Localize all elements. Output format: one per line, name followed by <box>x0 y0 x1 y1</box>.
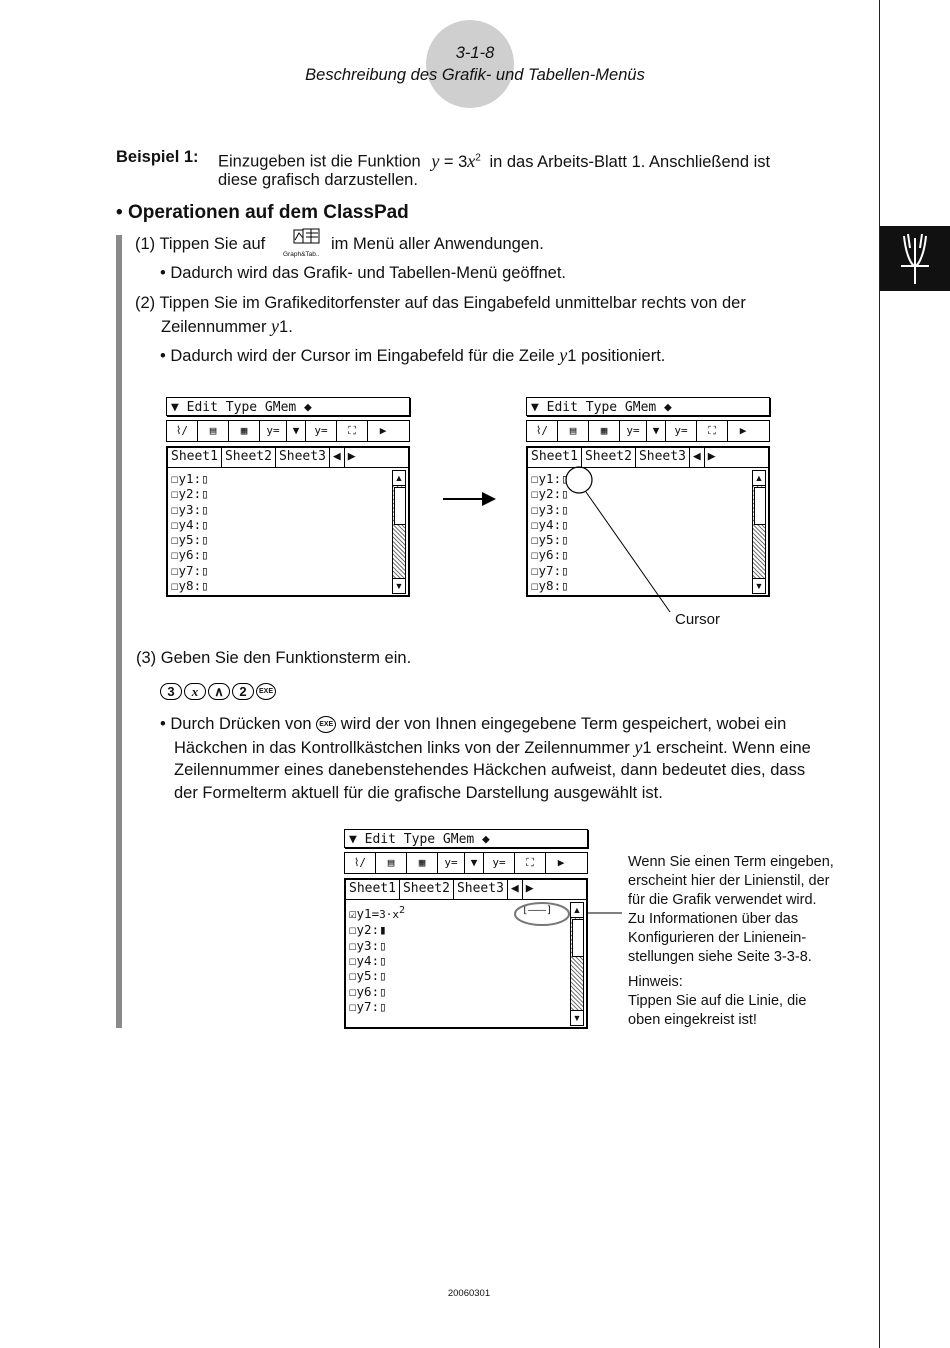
key-3: 3 <box>160 683 182 700</box>
function-rows <box>349 903 405 1014</box>
tab-sheet1[interactable]: Sheet1 <box>168 448 222 467</box>
tab-next-icon[interactable]: ▶ <box>525 881 534 896</box>
dropdown-icon[interactable]: ▼ <box>647 421 666 441</box>
graph-chapter-icon <box>880 226 950 291</box>
row-y5[interactable]: ☐y5:▯ <box>171 532 209 548</box>
graph-tool-icon[interactable]: ⌇∕ <box>167 421 198 441</box>
step-3-bullet-line2: Häckchen in das Kontrollkästchen links von der Zeilennummer y1 erscheint. Wenn eine <box>174 737 811 757</box>
yeq-tool[interactable]: y= <box>438 853 465 873</box>
tab-prev-icon[interactable]: ◀ <box>330 448 345 467</box>
line-style-callout <box>512 900 624 930</box>
summary-tool-icon[interactable]: ▦ <box>589 421 620 441</box>
row-y8[interactable]: ☐y8:▯ <box>171 578 209 594</box>
graph-tool-icon[interactable]: ⌇∕ <box>527 421 558 441</box>
row-y3[interactable]: ☐y3:▯ <box>349 937 387 953</box>
example-text-before: Einzugeben ist die Funktion <box>218 152 421 171</box>
scrollbar[interactable] <box>752 470 766 594</box>
key-exe: EXE <box>256 683 276 700</box>
step-3-text: Geben Sie den Funktionsterm ein. <box>160 649 412 667</box>
table-tool-icon[interactable]: ▤ <box>198 421 229 441</box>
step-3 <box>136 647 411 670</box>
exe-key-icon: EXE <box>316 716 336 733</box>
scroll-down-icon[interactable]: ▼ <box>753 578 765 593</box>
type-tool-icon[interactable]: y= <box>306 421 337 441</box>
app-icon-label: Graph&Tab.. <box>283 251 320 258</box>
menu-bar: ▼ Edit Type GMem ◆ <box>526 397 770 416</box>
dropdown-icon[interactable]: ▼ <box>287 421 306 441</box>
row-y2[interactable]: ☐y2:▯ <box>531 486 569 502</box>
tab-sheet3[interactable]: Sheet3 <box>276 448 330 467</box>
scroll-down-icon[interactable]: ▼ <box>393 578 405 593</box>
line-style-indicator[interactable]: [———] <box>522 905 553 916</box>
page-title: Beschreibung des Grafik- und Tabellen-Menüs <box>305 66 645 84</box>
dropdown-icon[interactable]: ▼ <box>465 853 484 873</box>
tab-prev-icon[interactable]: ◀ <box>508 880 523 899</box>
zoom-tool-icon[interactable]: ⛶ <box>337 421 368 441</box>
step-1-text: Tippen Sie auf <box>159 235 266 253</box>
example-label: Beispiel 1: <box>116 148 199 166</box>
example-formula: $y = 3x^2$ <box>431 150 481 171</box>
step-2-line1: Tippen Sie im Grafikeditorfenster auf das Eingabefeld unmittelbar rechts von der <box>159 294 746 312</box>
step-3-bullet-line4: der Formelterm aktuell für die grafische Darstellung ausgewählt ist. <box>174 784 663 802</box>
yeq-tool[interactable]: y= <box>260 421 287 441</box>
step-1-after: im Menü aller Anwendungen. <box>331 235 544 253</box>
menu-bar: ▼ Edit Type GMem ◆ <box>344 829 588 848</box>
row-y3[interactable]: ☐y3:▯ <box>531 501 569 517</box>
row-y2[interactable]: ☐y2:▯ <box>171 486 209 502</box>
graph-table-app-icon <box>283 228 327 258</box>
sheet-tabs <box>168 448 408 468</box>
row-y7[interactable]: ☐y7:▯ <box>531 562 569 578</box>
section-title <box>116 202 409 224</box>
toolbar <box>166 420 410 442</box>
procedure-bar <box>116 235 122 1028</box>
tab-prev-icon[interactable]: ◀ <box>690 448 705 467</box>
tab-sheet2[interactable]: Sheet2 <box>582 448 636 467</box>
page-number: 3-1-8 <box>455 44 495 62</box>
step-3-number: (3) <box>136 649 157 667</box>
row-y4[interactable]: ☐y4:▯ <box>349 953 387 969</box>
tab-next-icon[interactable]: ▶ <box>707 449 716 464</box>
summary-tool-icon[interactable]: ▦ <box>229 421 260 441</box>
yeq-tool[interactable]: y= <box>620 421 647 441</box>
more-arrow-icon[interactable]: ▶ <box>739 424 747 437</box>
key-2: 2 <box>232 683 254 700</box>
example-text-after: in das Arbeits-Blatt 1. Anschließend ist <box>489 152 771 171</box>
scrollbar[interactable] <box>392 470 406 594</box>
row-y6[interactable]: ☐y6:▯ <box>349 983 387 999</box>
function-rows <box>171 471 209 593</box>
menu-bar: ▼ Edit Type GMem ◆ <box>166 397 410 416</box>
row-y6[interactable]: ☐y6:▯ <box>531 547 569 563</box>
row-y5[interactable]: ☐y5:▯ <box>531 532 569 548</box>
step-2-bullet: • Dadurch wird der Cursor im Eingabefeld für die Zeile y1 positioniert. <box>160 345 666 365</box>
row-y1-exponent: 2 <box>398 905 406 916</box>
row-y4[interactable]: ☐y4:▯ <box>171 516 209 532</box>
graph-tool-icon[interactable]: ⌇∕ <box>345 853 376 873</box>
tab-sheet1[interactable]: Sheet1 <box>346 880 400 899</box>
row-y5[interactable]: ☐y5:▯ <box>349 968 387 984</box>
scroll-up-icon[interactable]: ▲ <box>753 471 765 486</box>
step-2-number: (2) <box>135 294 156 312</box>
scroll-down-icon[interactable]: ▼ <box>571 1010 583 1025</box>
hint-title: Hinweis: <box>628 974 683 990</box>
step-3-bullet: • Durch Drücken von EXE wird der von Ihnen eingegebene Term gespeichert, wobei ein <box>160 715 787 733</box>
scroll-up-icon[interactable]: ▲ <box>571 903 583 918</box>
header-circle <box>426 20 514 108</box>
summary-tool-icon[interactable]: ▦ <box>407 853 438 873</box>
cursor-callout <box>560 462 680 622</box>
toolbar <box>344 852 588 874</box>
arrow-right-icon <box>440 488 500 510</box>
page-margin-rule <box>879 0 880 1348</box>
more-arrow-icon[interactable]: ▶ <box>557 856 565 869</box>
tab-sheet2[interactable]: Sheet2 <box>222 448 276 467</box>
sheet-tabs <box>346 880 586 900</box>
classpad-screen-before <box>166 397 410 597</box>
editor-window <box>166 446 410 597</box>
row-y1[interactable]: ☐y1:▯ <box>171 471 209 486</box>
note-text: Wenn Sie einen Term eingeben, erscheint hier der Linienstil, der für die Grafik verwendet wird. Zu Informationen über das Konfigurieren der Linienein- stellungen siehe Seite 3-3-8. Hinweis: Tippen Sie auf die Linie, die oben eingekreist ist! <box>628 854 834 1028</box>
table-tool-icon[interactable]: ▤ <box>376 853 407 873</box>
more-arrow-icon[interactable]: ▶ <box>379 424 387 437</box>
table-tool-icon[interactable]: ▤ <box>558 421 589 441</box>
step-1-number: (1) <box>135 235 156 253</box>
key-power: ∧ <box>208 683 230 700</box>
tab-sheet2[interactable]: Sheet2 <box>400 880 454 899</box>
cursor-label: Cursor <box>675 611 721 628</box>
row-y7[interactable]: ☐y7:▯ <box>171 562 209 578</box>
toolbar <box>526 420 770 442</box>
step-2 <box>135 292 746 315</box>
tab-next-icon[interactable]: ▶ <box>347 449 356 464</box>
key-x: x <box>184 683 206 700</box>
tab-sheet1[interactable]: Sheet1 <box>528 448 582 467</box>
example-line2: diese grafisch darzustellen. <box>218 171 418 189</box>
row-y7[interactable]: ☐y7:▯ <box>349 998 387 1014</box>
row-y1[interactable]: $☑y1=3\cdot x^2$ <box>349 905 406 922</box>
step-3-bullet-line3: Zeilennummer eines danebenstehendes Häckchen aufweist, dann bedeutet dies, dass <box>174 761 806 779</box>
step-2-line2: Zeilennummer y1. <box>161 316 293 336</box>
type-tool-icon[interactable]: y= <box>484 853 515 873</box>
zoom-tool-icon[interactable]: ⛶ <box>697 421 728 441</box>
row-y4[interactable]: ☐y4:▯ <box>531 516 569 532</box>
key-sequence <box>160 683 276 701</box>
footer-code: 20060301 <box>447 1288 491 1299</box>
scroll-up-icon[interactable]: ▲ <box>393 471 405 486</box>
tab-sheet3[interactable]: Sheet3 <box>636 448 690 467</box>
section-bullet: • <box>116 202 123 223</box>
chapter-tab <box>880 226 950 291</box>
row-y6[interactable]: ☐y6:▯ <box>171 547 209 563</box>
tab-sheet3[interactable]: Sheet3 <box>454 880 508 899</box>
row-y8[interactable]: ☐y8:▯ <box>531 578 569 594</box>
row-y2[interactable]: ☐y2:▮ <box>349 922 387 938</box>
step-1-bullet: • Dadurch wird das Grafik- und Tabellen-Menü geöffnet. <box>160 264 566 282</box>
row-y1[interactable]: ☐y1:▯ <box>531 471 569 486</box>
step-1 <box>135 233 265 256</box>
type-tool-icon[interactable]: y= <box>666 421 697 441</box>
zoom-tool-icon[interactable]: ⛶ <box>515 853 546 873</box>
section-title-text: Operationen auf dem ClassPad <box>127 202 409 223</box>
row-y3[interactable]: ☐y3:▯ <box>171 501 209 517</box>
row-y1-expression: 3·x <box>379 908 399 922</box>
